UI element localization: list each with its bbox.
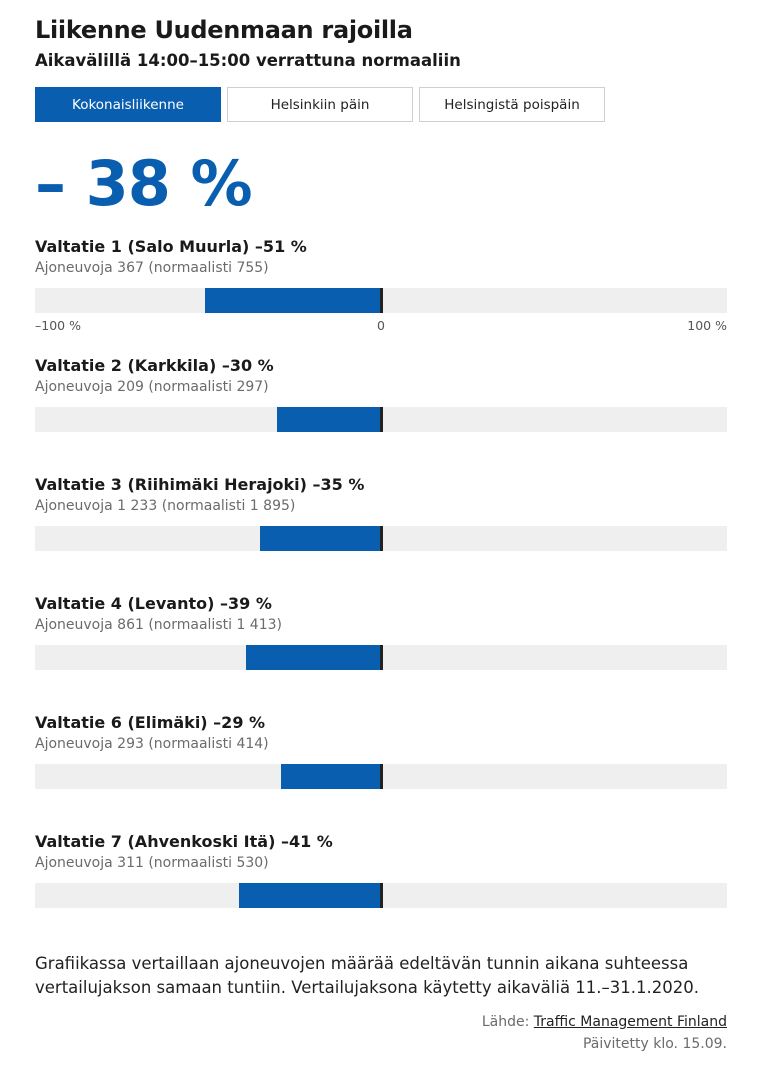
axis-min-label: –100 % — [35, 318, 81, 333]
bar-fill — [239, 883, 381, 908]
axis-max-label: 100 % — [687, 318, 727, 333]
x-axis — [35, 318, 727, 334]
bar-subtitle: Ajoneuvoja 311 (normaalisti 530) — [35, 855, 269, 871]
bar-track — [35, 764, 727, 789]
bar-track — [35, 883, 727, 908]
tab-away-from-helsinki[interactable]: Helsingistä poispäin — [419, 87, 605, 122]
bar-track — [35, 288, 727, 313]
bar-row — [35, 593, 727, 635]
zero-line — [380, 288, 383, 313]
page-subtitle: Aikavälillä 14:00–15:00 verrattuna normaaliin — [35, 51, 461, 70]
zero-line — [380, 883, 383, 908]
zero-line — [380, 645, 383, 670]
bar-subtitle: Ajoneuvoja 293 (normaalisti 414) — [35, 736, 269, 752]
bar-track — [35, 526, 727, 551]
source-block — [482, 1011, 727, 1055]
summary-value: – 38 % — [35, 147, 252, 220]
bar-row — [35, 712, 727, 754]
bar-title: Valtatie 6 (Elimäki) –29 % — [35, 713, 266, 732]
tab-towards-helsinki[interactable]: Helsinkiin päin — [227, 87, 413, 122]
bar-title: Valtatie 1 (Salo Muurla) –51 % — [35, 237, 307, 256]
chart-container — [35, 14, 727, 1052]
axis-zero-label: 0 — [377, 318, 385, 333]
bar-fill — [246, 645, 381, 670]
footnote: Grafiikassa vertaillaan ajoneuvojen määrää edeltävän tunnin aikana suhteessa vertailujakson samaan tuntiin. Vertailujaksona käytetty aikaväliä 11.–31.1.2020. — [35, 954, 700, 997]
bar-subtitle: Ajoneuvoja 1 233 (normaalisti 1 895) — [35, 498, 296, 514]
bar-fill — [260, 526, 381, 551]
page-title: Liikenne Uudenmaan rajoilla — [35, 16, 413, 44]
bar-row — [35, 831, 727, 873]
bar-title: Valtatie 2 (Karkkila) –30 % — [35, 356, 274, 375]
bar-track — [35, 645, 727, 670]
bar-fill — [277, 407, 381, 432]
bar-subtitle: Ajoneuvoja 209 (normaalisti 297) — [35, 379, 269, 395]
bar-row — [35, 474, 727, 516]
source-label: Lähde: — [481, 1014, 530, 1030]
source-link[interactable]: Traffic Management Finland — [533, 1014, 727, 1030]
bar-track — [35, 407, 727, 432]
source-line — [482, 1011, 727, 1033]
zero-line — [380, 764, 383, 789]
bar-title: Valtatie 3 (Riihimäki Herajoki) –35 % — [35, 475, 365, 494]
bar-fill — [205, 288, 381, 313]
tab-total-traffic[interactable]: Kokonaisliikenne — [35, 87, 221, 122]
zero-line — [380, 407, 383, 432]
bar-row — [35, 236, 727, 333]
bar-row — [35, 355, 727, 397]
bar-title: Valtatie 4 (Levanto) –39 % — [35, 594, 272, 613]
bar-subtitle: Ajoneuvoja 861 (normaalisti 1 413) — [35, 617, 282, 633]
updated-time: Päivitetty klo. 15.09. — [582, 1036, 727, 1052]
zero-line — [380, 526, 383, 551]
tab-bar — [35, 87, 611, 122]
bar-fill — [281, 764, 381, 789]
bar-subtitle: Ajoneuvoja 367 (normaalisti 755) — [35, 260, 269, 276]
bar-title: Valtatie 7 (Ahvenkoski Itä) –41 % — [35, 832, 333, 851]
